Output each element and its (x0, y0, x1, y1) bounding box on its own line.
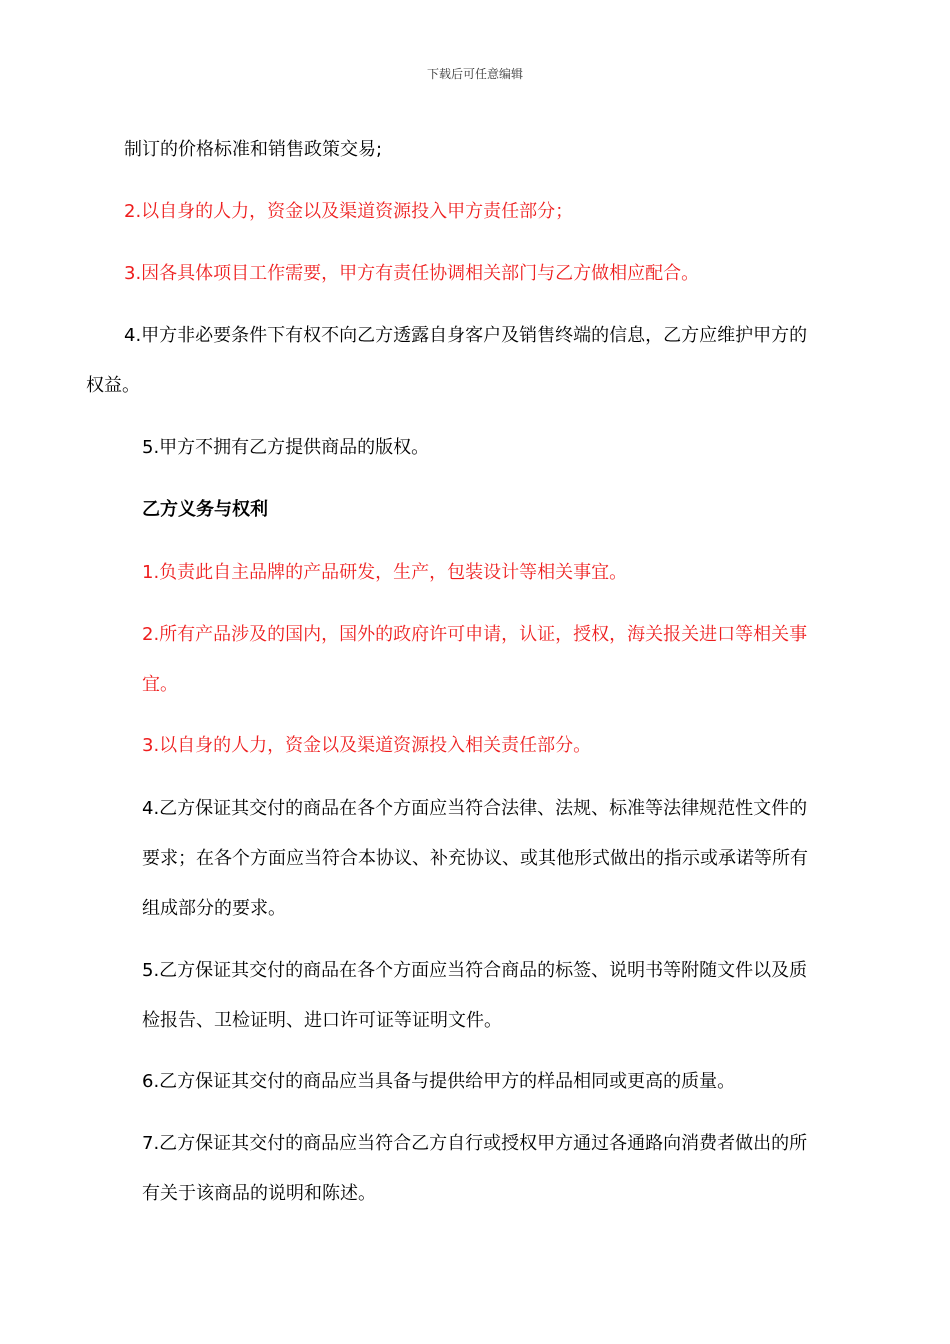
paragraph-line: 3.以自身的人力，资金以及渠道资源投入相关责任部分。 (142, 735, 592, 756)
paragraph-line: 4.乙方保证其交付的商品在各个方面应当符合法律、法规、标准等法律规范性文件的 (142, 798, 808, 819)
paragraph-line: 宜。 (142, 674, 178, 695)
paragraph-line: 组成部分的要求。 (142, 898, 286, 919)
paragraph-line: 2.所有产品涉及的国内，国外的政府许可申请，认证，授权，海关报关进口等相关事 (142, 624, 808, 645)
paragraph-party-b-item-4 (142, 784, 808, 934)
paragraph-party-b-item-1 (142, 548, 627, 598)
paragraph-party-b-item-2 (142, 610, 807, 710)
paragraph-line: 5.乙方保证其交付的商品在各个方面应当符合商品的标签、说明书等附随文件以及质 (142, 960, 808, 981)
paragraph-line: 7.乙方保证其交付的商品应当符合乙方自行或授权甲方通过各通路向消费者做出的所 (142, 1133, 808, 1154)
paragraph-party-a-item-3 (124, 249, 699, 299)
paragraph-party-b-item-7 (142, 1119, 807, 1219)
paragraph-line: 检报告、卫检证明、进口许可证等证明文件。 (142, 1010, 502, 1031)
section-heading-text: 乙方义务与权利 (142, 499, 268, 520)
paragraph-party-b-item-3 (142, 721, 591, 771)
paragraph-party-b-item-5 (142, 946, 807, 1046)
paragraph-continued-price-policy (124, 125, 382, 175)
paragraph-line: 1.负责此自主品牌的产品研发，生产，包装设计等相关事宜。 (142, 562, 628, 583)
paragraph-party-b-item-6 (142, 1057, 735, 1107)
paragraph-line: 要求；在各个方面应当符合本协议、补充协议、或其他形式做出的指示或承诺等所有 (142, 848, 808, 869)
page-header: 下载后可任意编辑 (426, 67, 523, 81)
paragraph-line: 4.甲方非必要条件下有权不向乙方透露自身客户及销售终端的信息，乙方应维护甲方的 (124, 325, 808, 346)
paragraph-line: 制订的价格标准和销售政策交易; (124, 139, 383, 160)
section-heading-party-b-obligations (142, 485, 268, 535)
paragraph-line: 6.乙方保证其交付的商品应当具备与提供给甲方的样品相同或更高的质量。 (142, 1071, 736, 1092)
paragraph-line: 3.因各具体项目工作需要，甲方有责任协调相关部门与乙方做相应配合。 (124, 263, 700, 284)
paragraph-line: 权益。 (86, 375, 140, 396)
paragraph-party-a-item-4 (86, 311, 807, 411)
paragraph-party-a-item-2 (124, 187, 573, 237)
paragraph-line: 5.甲方不拥有乙方提供商品的版权。 (142, 437, 430, 458)
paragraph-line: 有关于该商品的说明和陈述。 (142, 1183, 376, 1204)
paragraph-line: 2.以自身的人力，资金以及渠道资源投入甲方责任部分； (124, 201, 574, 222)
paragraph-party-a-item-5 (142, 423, 429, 473)
